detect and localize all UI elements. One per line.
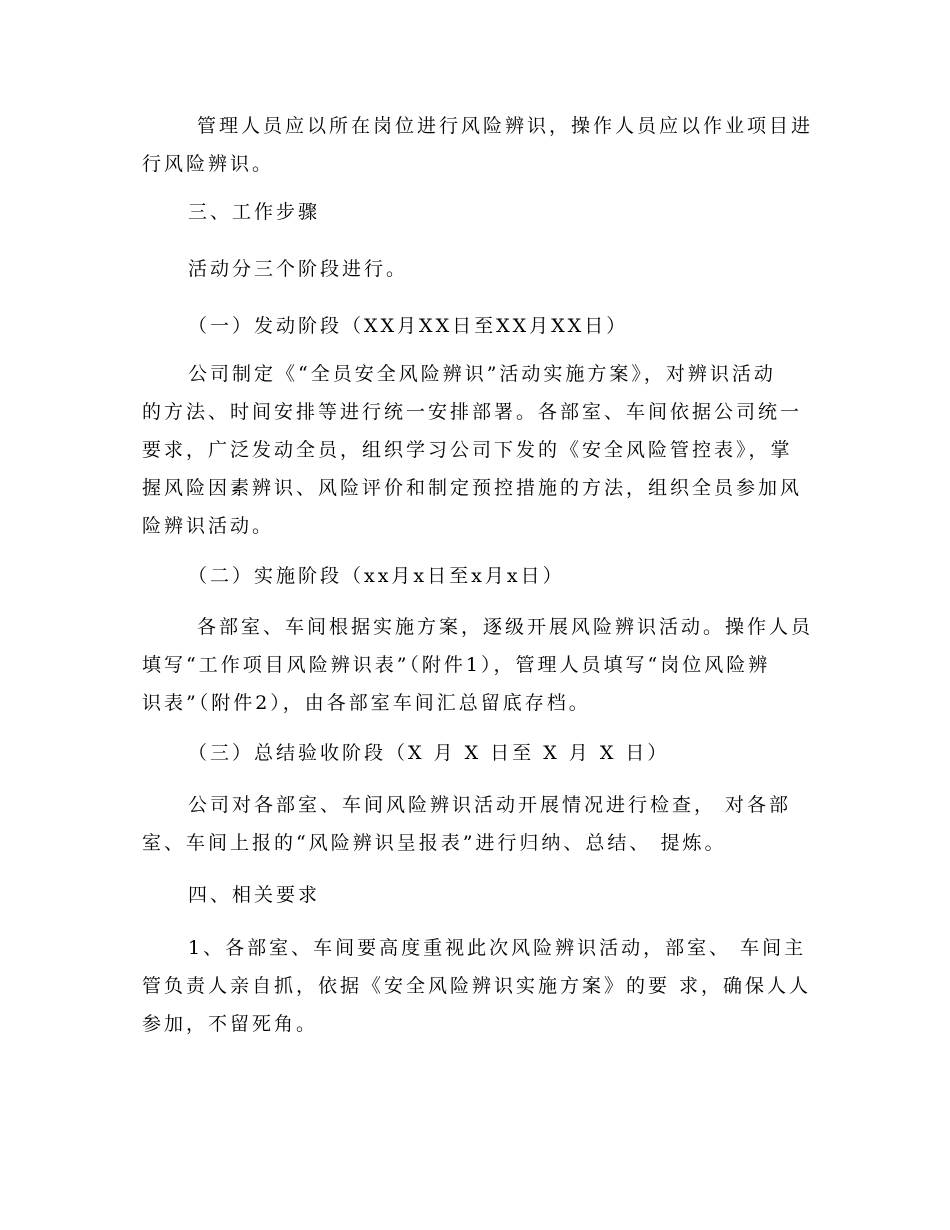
paragraph-implementation-stage [142, 608, 813, 722]
text-line: 的方法、时间安排等进行统一安排部署。各部室、车间依据公司统一 [142, 401, 803, 423]
section-heading-requirements [188, 876, 320, 914]
paragraph-launch-stage [142, 355, 802, 545]
text-line: 室、车间上报的“风险辨识呈报表”进行归纳、总结、 提炼。 [142, 832, 727, 854]
subheading-summary-stage [188, 734, 669, 772]
text-line: 活动分三个阶段进行。 [188, 258, 409, 280]
paragraph-summary-stage [142, 786, 791, 862]
text-line: 四、相关要求 [188, 884, 321, 906]
text-line: 公司制定《“全员安全风险辨识”活动实施方案》，对辨识活动 [188, 363, 776, 385]
text-line: 三、工作步骤 [188, 201, 321, 223]
text-line: 填写“工作项目风险辨识表”（附件1），管理人员填写“岗位风险辨 [142, 654, 771, 676]
text-line: 1、各部室、车间要高度重视此次风险辨识活动，部室、 车间主 [188, 937, 807, 959]
text-line: 管理人员应以所在岗位进行风险辨识，操作人员应以作业项目进 [197, 115, 814, 137]
text-line: 握风险因素辨识、风险评价和制定预控措施的方法，组织全员参加风 [142, 477, 803, 499]
paragraph-requirement-1 [142, 929, 811, 1043]
subheading-launch-stage [188, 307, 628, 345]
text-line: 参加，不留死角。 [142, 1013, 319, 1035]
text-line: （三）总结验收阶段（X 月 X 日至 X 月 X 日） [188, 742, 670, 764]
section-heading-work-steps [188, 193, 320, 231]
text-line: 要求，广泛发动全员，组织学习公司下发的《安全风险管控表》，掌 [142, 439, 793, 461]
text-line: 识表”（附件2），由各部室车间汇总留底存档。 [142, 692, 591, 714]
text-line: 管负责人亲自抓，依据《安全风险辨识实施方案》的要 求，确保人人 [142, 975, 812, 997]
text-line: 行风险辨识。 [142, 153, 275, 175]
text-line: 险辨识活动。 [142, 515, 275, 537]
paragraph-identification-basis [142, 107, 813, 183]
subheading-implementation-stage [188, 557, 565, 595]
text-line: （二）实施阶段（xx月x日至x月x日） [188, 565, 565, 587]
paragraph-three-stages [188, 250, 408, 288]
text-line: 各部室、车间根据实施方案，逐级开展风险辨识活动。操作人员 [197, 616, 814, 638]
text-line: （一）发动阶段（XX月XX日至XX月XX日） [188, 315, 629, 337]
text-line: 公司对各部室、车间风险辨识活动开展情况进行检查， 对各部 [188, 794, 792, 816]
